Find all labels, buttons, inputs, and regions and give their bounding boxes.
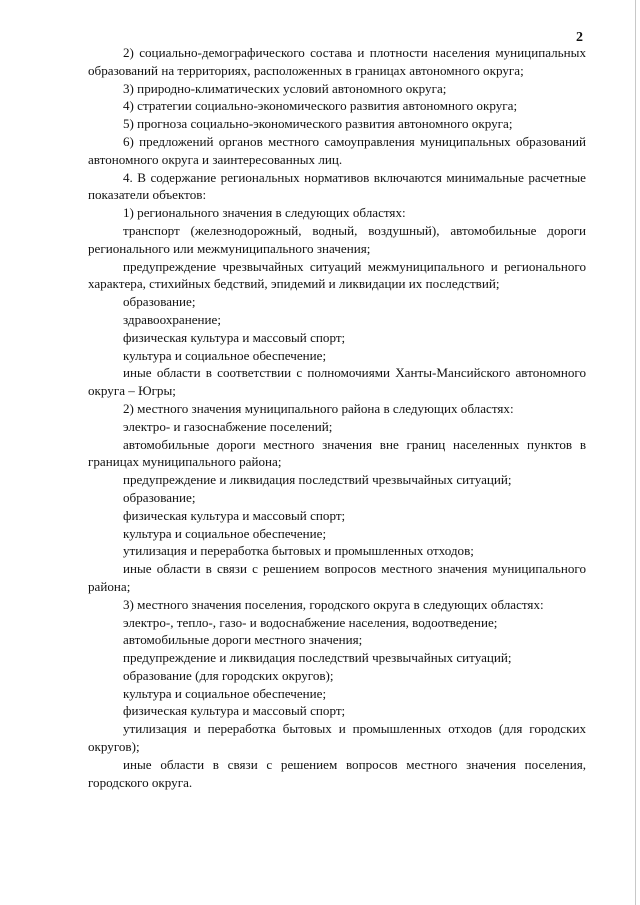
scan-edge-line	[635, 0, 636, 905]
paragraph: здравоохранение;	[123, 311, 222, 327]
paragraph: 3) местного значения поселения, городского округа в следующих областях:	[123, 596, 544, 612]
paragraph: 2) социально-демографического состава и плотности населения муниципальных образований на территориях, расположенных в границах автономного округа;	[88, 45, 586, 78]
paragraph: 6) предложений органов местного самоуправления муниципальных образований автономного округа и заинтересованных лиц.	[88, 133, 586, 167]
paragraph: транспорт (железнодорожный, водный, воздушный), автомобильные дороги регионального или межмуниципального значения;	[88, 222, 586, 256]
paragraph: образование (для городских округов);	[123, 667, 334, 683]
paragraph: иные области в связи с решением вопросов местного значения муниципального района;	[88, 561, 586, 594]
paragraph: электро-, тепло-, газо- и водоснабжение населения, водоотведение;	[123, 614, 498, 630]
paragraph: культура и социальное обеспечение;	[123, 685, 327, 701]
paragraph: 2) местного значения муниципального района в следующих областях:	[123, 400, 514, 416]
paragraph: утилизация и переработка бытовых и промышленных отходов;	[123, 543, 474, 559]
page-number: 2	[576, 30, 583, 45]
paragraph: культура и социальное обеспечение;	[123, 525, 327, 541]
paragraph: физическая культура и массовый спорт;	[123, 703, 346, 719]
paragraph: 5) прогноза социально-экономического развития автономного округа;	[123, 116, 513, 132]
paragraph: образование;	[123, 489, 196, 505]
paragraph: культура и социальное обеспечение;	[123, 347, 327, 363]
paragraph: предупреждение и ликвидация последствий чрезвычайных ситуаций;	[123, 650, 512, 666]
paragraph: утилизация и переработка бытовых и промышленных отходов (для городских округов);	[88, 721, 586, 755]
paragraph: физическая культура и массовый спорт;	[123, 329, 346, 345]
paragraph: иные области в связи с решением вопросов местного значения поселения, городского округа.	[88, 756, 586, 790]
paragraph: электро- и газоснабжение поселений;	[123, 418, 333, 434]
paragraph: образование;	[123, 294, 196, 310]
paragraph: 4. В содержание региональных нормативов включаются минимальные расчетные показатели объектов:	[88, 169, 586, 203]
document-body	[88, 44, 586, 791]
paragraph: 4) стратегии социально-экономического развития автономного округа;	[123, 98, 518, 114]
paragraph: автомобильные дороги местного значения вне границ населенных пунктов в границах муниципального района;	[88, 436, 586, 470]
paragraph: автомобильные дороги местного значения;	[123, 632, 363, 648]
paragraph: физическая культура и массовый спорт;	[123, 507, 346, 523]
paragraph: иные области в соответствии с полномочиями Ханты-Мансийского автономного округа – Югры;	[88, 365, 586, 399]
paragraph: предупреждение чрезвычайных ситуаций межмуниципального и регионального характера, стихийных бедствий, эпидемий и ликвидации их последствий;	[88, 258, 586, 292]
paragraph: предупреждение и ликвидация последствий чрезвычайных ситуаций;	[123, 472, 512, 488]
paragraph: 1) регионального значения в следующих областях:	[123, 205, 406, 221]
paragraph: 3) природно-климатических условий автономного округа;	[123, 80, 447, 96]
